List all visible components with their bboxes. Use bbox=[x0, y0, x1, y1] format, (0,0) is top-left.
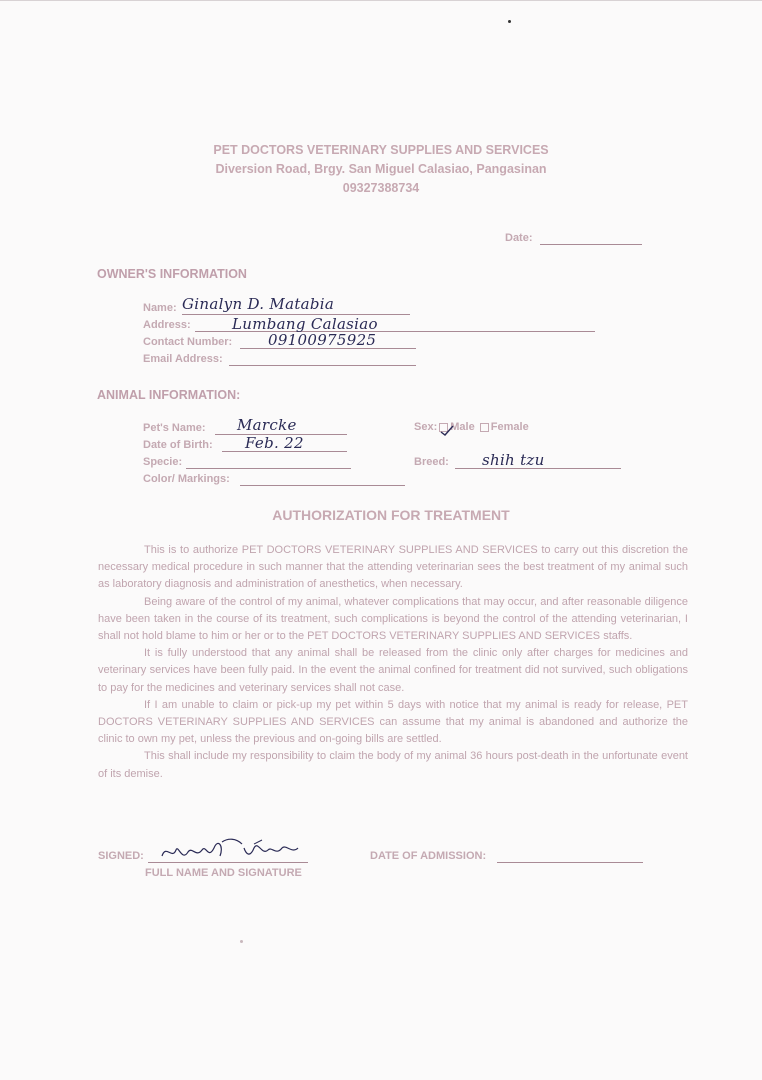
color-markings-label: Color/ Markings: bbox=[143, 473, 230, 485]
full-name-signature-label: FULL NAME AND SIGNATURE bbox=[145, 867, 302, 879]
breed-handwritten: shih tzu bbox=[482, 451, 545, 469]
dob-handwritten: Feb. 22 bbox=[245, 434, 304, 452]
date-admission-field[interactable] bbox=[497, 862, 643, 863]
clinic-address: Diversion Road, Brgy. San Miguel Calasiao, Pangasinan bbox=[215, 162, 547, 176]
sex-label: Sex: bbox=[414, 421, 438, 433]
pet-name-handwritten: Marcke bbox=[237, 416, 297, 434]
handwritten-signature-icon bbox=[158, 834, 308, 868]
owner-name-handwritten: Ginalyn D. Matabia bbox=[182, 295, 335, 313]
owner-name-label: Name: bbox=[143, 302, 177, 314]
checkmark-icon bbox=[440, 425, 454, 437]
pet-name-label: Pet's Name: bbox=[143, 422, 206, 434]
clinic-phone: 09327388734 bbox=[342, 181, 420, 195]
owner-contact-label: Contact Number: bbox=[143, 336, 233, 348]
owner-address-label: Address: bbox=[143, 319, 191, 331]
date-field[interactable] bbox=[540, 244, 642, 245]
authorization-paragraph: It is fully understood that any animal shall be released from the clinic only after charges for medicines and veterinary services have been fully paid. In the event the animal confined for treatment did not survived, such obligations to pay for the medicines and veterinary services shall not case. bbox=[98, 647, 688, 694]
color-markings-field[interactable] bbox=[240, 485, 405, 486]
owner-section-title: OWNER'S INFORMATION bbox=[97, 267, 247, 281]
date-admission-label: DATE OF ADMISSION: bbox=[370, 850, 487, 862]
sex-female-label: Female bbox=[490, 421, 529, 433]
authorization-paragraph: This shall include my responsibility to claim the body of my animal 36 hours post-death in the unfortunate event of its demise. bbox=[98, 750, 688, 780]
authorization-title: AUTHORIZATION FOR TREATMENT bbox=[272, 507, 510, 523]
sex-male-label: Male bbox=[450, 421, 475, 433]
sex-row bbox=[414, 421, 529, 433]
owner-contact-handwritten: 09100975925 bbox=[268, 331, 377, 349]
sex-female-checkbox[interactable] bbox=[480, 423, 489, 432]
scan-speck bbox=[240, 940, 243, 943]
male-checkmark bbox=[440, 424, 454, 442]
animal-section-title: ANIMAL INFORMATION: bbox=[97, 388, 241, 402]
authorization-paragraph: Being aware of the control of my animal, whatever complications that may occur, and after reasonable diligence have been taken in the course of its treatment, such complications is beyond the control of the attending veterinarian, I shall not hold blame to him or her or to the PET DOCTORS VETERINARY SUPPLIES AND SERVICES staffs. bbox=[98, 595, 688, 643]
owner-email-field[interactable] bbox=[229, 365, 416, 366]
owner-address-handwritten: Lumbang Calasiao bbox=[232, 315, 378, 333]
scan-edge bbox=[0, 0, 762, 4]
signed-label: SIGNED: bbox=[98, 850, 144, 862]
breed-label: Breed: bbox=[414, 456, 449, 468]
dob-label: Date of Birth: bbox=[143, 439, 213, 451]
date-label: Date: bbox=[505, 232, 533, 244]
specie-label: Specie: bbox=[143, 456, 183, 468]
scan-speck bbox=[508, 20, 511, 23]
owner-email-label: Email Address: bbox=[143, 353, 223, 365]
authorization-body bbox=[98, 542, 688, 783]
specie-field[interactable] bbox=[186, 468, 351, 469]
authorization-paragraph: If I am unable to claim or pick-up my pet within 5 days with notice that my animal is ready for release, PET DOCTORS VETERINARY SUPPLIES AND SERVICES can assume that my animal is abandoned and authorize the clinic to own my pet, unless the previous and on-going bills are settled. bbox=[98, 698, 688, 746]
clinic-name: PET DOCTORS VETERINARY SUPPLIES AND SERVICES bbox=[213, 143, 549, 157]
authorization-paragraph: This is to authorize PET DOCTORS VETERINARY SUPPLIES AND SERVICES to carry out this discretion the necessary medical procedure in such manner that the attending veterinarian sees the best treatment of my animal such as laboratory diagnosis and administration of anesthetics, when necessary. bbox=[98, 544, 688, 591]
